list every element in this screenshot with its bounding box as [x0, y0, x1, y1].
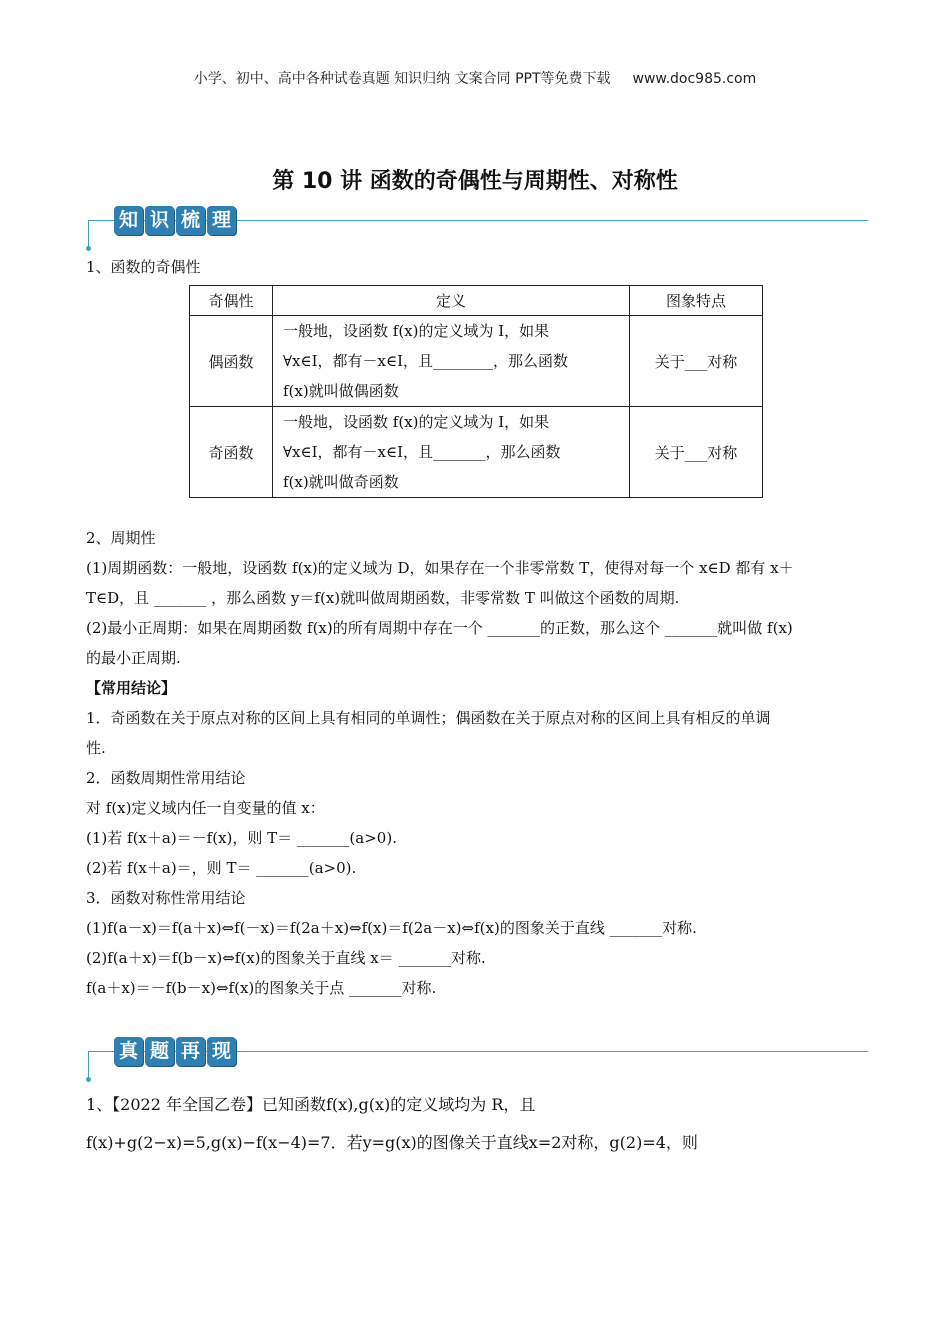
section-heading-periodicity: 2、周期性	[86, 529, 156, 547]
page-header	[0, 68, 950, 88]
conclusion-line: 2．函数周期性常用结论	[86, 769, 246, 787]
periodicity-line: (1)周期函数：一般地，设函数 f(x)的定义域为 D，如果存在一个非零常数 T，使得对每一个 x∈D 都有 x＋	[86, 559, 794, 577]
table-cell-definition	[273, 407, 630, 498]
banner-past-exams	[88, 1037, 868, 1087]
section-heading-parity: 1、函数的奇偶性	[86, 258, 201, 276]
conclusion-line: (2)若 f(x＋a)＝，则 T＝ _______(a>0).	[86, 859, 357, 877]
conclusion-line: 3．函数对称性常用结论	[86, 889, 246, 907]
conclusion-line: f(a＋x)＝－f(b－x)⇔f(x)的图象关于点 _______对称.	[86, 979, 437, 997]
page-title: 第 10 讲 函数的奇偶性与周期性、对称性	[272, 169, 678, 194]
banner-char: 真	[114, 1037, 143, 1066]
definition-line: ∀x∈I，都有－x∈I，且_______，那么函数	[283, 443, 561, 461]
banner-char: 题	[145, 1037, 174, 1066]
periodicity-line: T∈D，且 _______ ，那么函数 y＝f(x)就叫做周期函数，非零常数 T 叫做这个函数的周期.	[86, 589, 680, 607]
conclusion-line: 1．奇函数在关于原点对称的区间上具有相同的单调性；偶函数在关于原点对称的区间上具有相反的单调	[86, 709, 771, 727]
table-header-feature: 图象特点	[630, 286, 763, 316]
conclusion-heading: 【常用结论】	[86, 679, 177, 697]
parity-table	[189, 285, 763, 498]
definition-line: 一般地，设函数 f(x)的定义域为 I，如果	[283, 413, 550, 431]
conclusion-line: (1)f(a－x)＝f(a＋x)⇔f(－x)＝f(2a＋x)⇔f(x)＝f(2a－x)⇔f(x)的图象关于直线 _______对称.	[86, 919, 697, 937]
banner-dot	[86, 246, 91, 251]
problem-line: 1、【2022 年全国乙卷】已知函数f(x),g(x)的定义域均为 R，且	[86, 1095, 536, 1114]
banner-char: 识	[145, 206, 174, 235]
problem-1	[86, 1086, 866, 1162]
problem-line: f(x)+g(2−x)=5,g(x)−f(x−4)=7．若y=g(x)的图像关于直线x=2对称，g(2)=4，则	[86, 1133, 698, 1152]
table-row	[190, 316, 763, 407]
banner-char: 现	[207, 1037, 236, 1066]
definition-line: f(x)就叫做奇函数	[283, 473, 399, 491]
conclusion-line: (2)f(a＋x)＝f(b－x)⇔f(x)的图象关于直线 x＝ _______对称.	[86, 949, 486, 967]
table-cell-name: 偶函数	[190, 316, 273, 407]
banner-dot	[86, 1077, 91, 1082]
header-site[interactable]: www.doc985.com	[632, 71, 757, 87]
banner-knowledge	[88, 206, 868, 256]
definition-line: 一般地，设函数 f(x)的定义域为 I，如果	[283, 322, 550, 340]
banner-char: 知	[114, 206, 143, 235]
table-cell-feature: 关于___对称	[630, 316, 763, 407]
definition-line: ∀x∈I，都有－x∈I，且________，那么函数	[283, 352, 569, 370]
banner-char: 再	[176, 1037, 205, 1066]
banner-char: 梳	[176, 206, 205, 235]
table-header-definition: 定义	[273, 286, 630, 316]
conclusion-line: (1)若 f(x＋a)＝－f(x)，则 T＝ _______(a>0).	[86, 829, 397, 847]
table-cell-feature: 关于___对称	[630, 407, 763, 498]
banner-tag	[114, 1037, 236, 1067]
table-cell-definition	[273, 316, 630, 407]
header-text: 小学、初中、高中各种试卷真题 知识归纳 文案合同 PPT等免费下载	[193, 71, 611, 87]
conclusion-line: 对 f(x)定义域内任一自变量的值 x：	[86, 799, 325, 817]
periodicity-line: 的最小正周期.	[86, 649, 181, 667]
section-periodicity	[86, 523, 866, 1003]
table-row	[190, 407, 763, 498]
table-header-parity: 奇偶性	[190, 286, 273, 316]
banner-char: 理	[207, 206, 236, 235]
definition-line: f(x)就叫做偶函数	[283, 382, 399, 400]
periodicity-line: (2)最小正周期：如果在周期函数 f(x)的所有周期中存在一个 _______的正数，那么这个 _______就叫做 f(x)	[86, 619, 793, 637]
table-cell-name: 奇函数	[190, 407, 273, 498]
banner-tag	[114, 206, 236, 236]
conclusion-line: 性.	[86, 739, 106, 757]
